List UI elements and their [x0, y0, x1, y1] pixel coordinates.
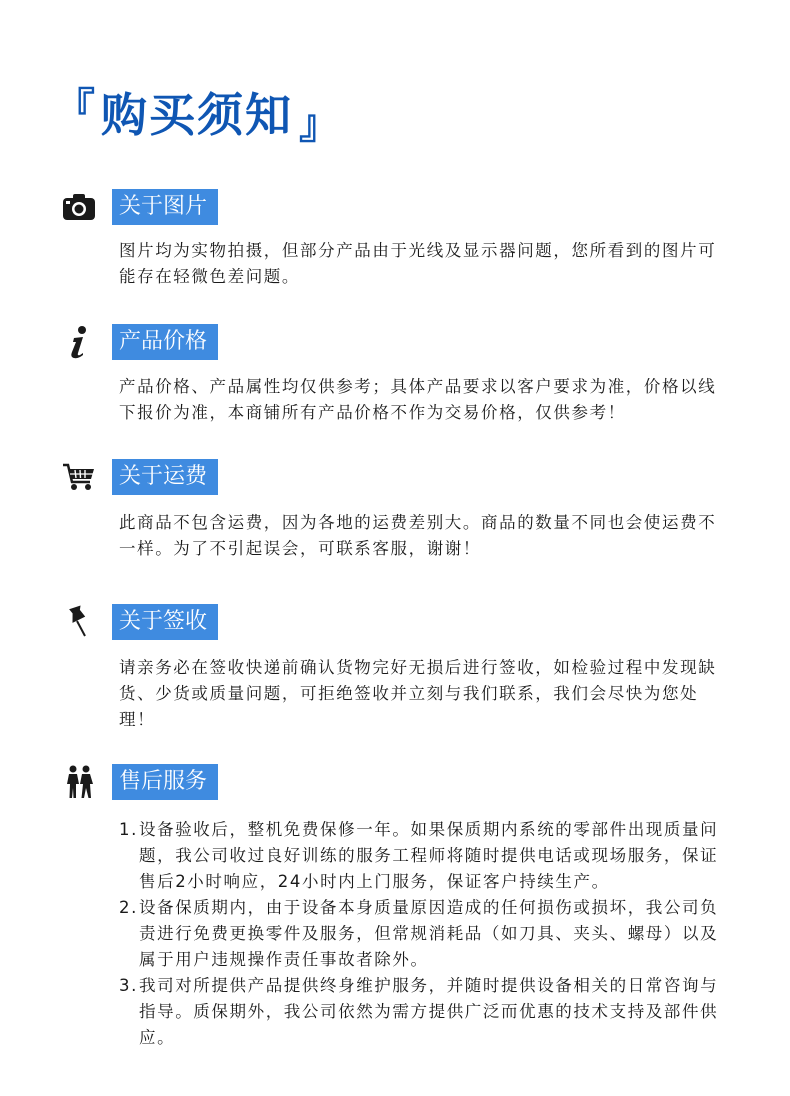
list-item: [119, 973, 731, 1051]
after-sales-list: [119, 817, 731, 1051]
section-header-shipping: [62, 459, 218, 495]
section-text-receipt: 请亲务必在签收快递前确认货物完好无损后进行签收，如检验过程中发现缺货、少货或质量问题，可拒绝签收并立刻与我们联系，我们会尽快为您处理！: [119, 658, 717, 729]
section-label: 关于图片: [112, 189, 218, 225]
section-header-after-sales: [62, 764, 218, 800]
list-item: [119, 895, 731, 973]
section-label: 售后服务: [112, 764, 218, 800]
section-header-photos: [62, 189, 218, 225]
list-item-text: 设备保质期内，由于设备本身质量原因造成的任何损伤或损坏，我公司负责进行免费更换零件及服务，但常规消耗品（如刀具、夹头、螺母）以及属于用户违规操作责任事故者除外。: [139, 898, 719, 969]
section-text-price: 产品价格、产品属性均仅供参考；具体产品要求以客户要求为准，价格以线下报价为准，本商铺所有产品价格不作为交易价格，仅供参考！: [119, 377, 717, 422]
section-header-receipt: [62, 604, 218, 640]
title-text: 购买须知: [101, 88, 293, 142]
list-item-number: 3.: [119, 976, 138, 995]
title-open-bracket: 『: [55, 85, 97, 131]
info-icon: [62, 325, 96, 359]
list-item-text: 我司对所提供产品提供终身维护服务，并随时提供设备相关的日常咨询与指导。质保期外，我公司依然为需方提供广泛而优惠的技术支持及部件供应。: [139, 976, 719, 1047]
section-text-photos: 图片均为实物拍摄，但部分产品由于光线及显示器问题，您所看到的图片可能存在轻微色差问题。: [119, 241, 717, 286]
page-title: [55, 82, 341, 148]
section-label: 关于签收: [112, 604, 218, 640]
people-icon: [62, 765, 96, 799]
section-label: 产品价格: [112, 324, 218, 360]
list-item-number: 1.: [119, 820, 138, 839]
list-item: [119, 817, 731, 895]
section-label: 关于运费: [112, 459, 218, 495]
camera-icon: [62, 190, 96, 224]
pushpin-icon: [62, 605, 96, 639]
list-item-text: 设备验收后，整机免费保修一年。如果保质期内系统的零部件出现质量问题，我公司收过良好训练的服务工程师将随时提供电话或现场服务，保证售后2小时响应，24小时内上门服务，保证客户持续生产。: [139, 820, 719, 891]
section-text-shipping: 此商品不包含运费，因为各地的运费差别大。商品的数量不同也会使运费不一样。为了不引起误会，可联系客服，谢谢！: [119, 513, 717, 558]
shopping-cart-icon: [62, 460, 96, 494]
list-item-number: 2.: [119, 898, 138, 917]
section-header-price: [62, 324, 218, 360]
title-close-bracket: 』: [299, 102, 341, 148]
